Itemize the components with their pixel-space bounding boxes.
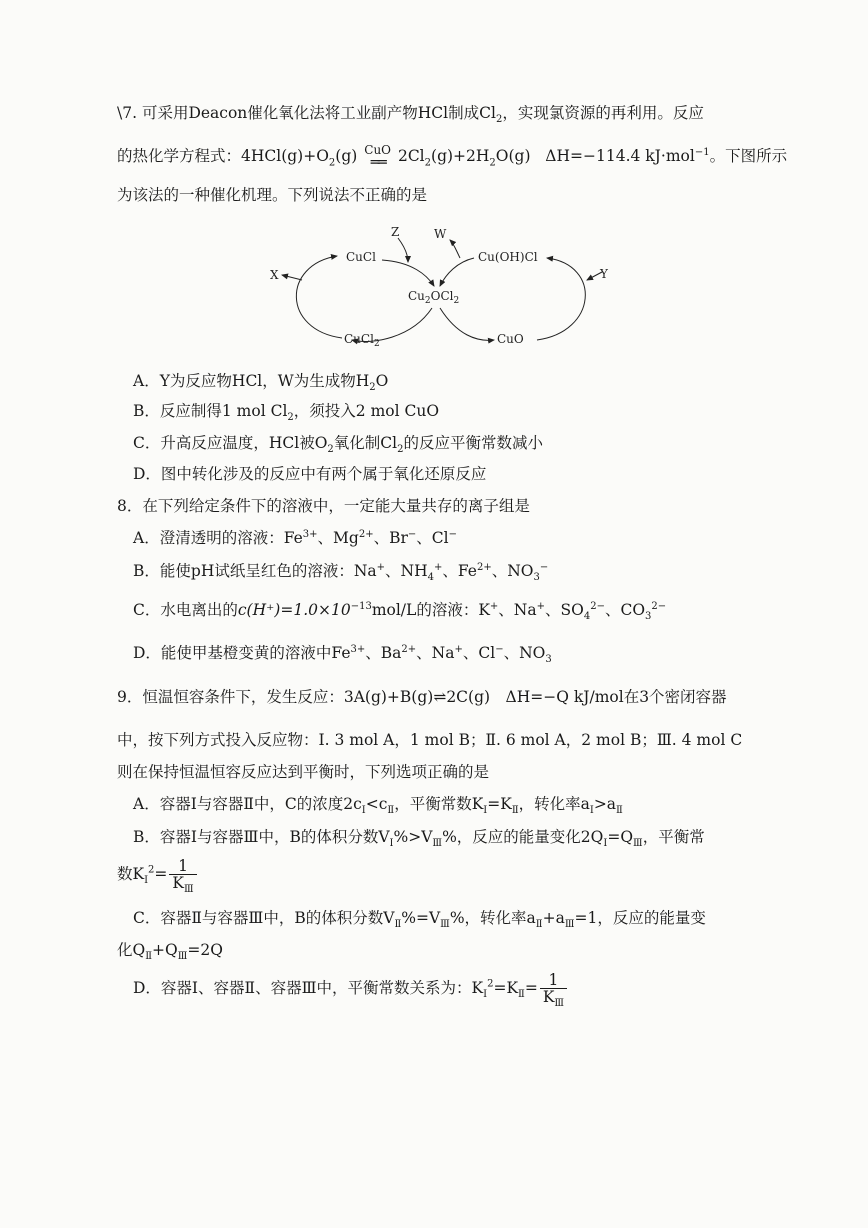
arrow-out-w [450, 240, 460, 258]
label-cuohcl: Cu(OH)Cl [478, 250, 538, 264]
arrow-out-x [282, 275, 302, 280]
label-cu2ocl2: $Cu_2OCl_2$ [408, 289, 460, 306]
arrow-to-cuo [440, 308, 494, 340]
enthalpy-value: ΔH=−114.4 kJ·mol [545, 147, 695, 166]
fraction-one-over-k3: $\frac{1}{K_Ⅲ}$ [169, 858, 196, 892]
q8-option-d: D．能使甲基橙变黄的溶液中$Fe^{3+}$、$Ba^{2+}$、Na+、Cl−、$NO_3$ [133, 643, 552, 666]
q8-stem: 8．在下列给定条件下的溶液中，一定能大量共存的离子组是 [117, 497, 530, 515]
q9-option-b-line2: 数$K_Ⅰ^2=$ $\frac{1}{K_Ⅲ}$ [117, 858, 199, 892]
arrow-in-z [398, 238, 408, 262]
catalyst-arrow: CuO ══ [364, 143, 392, 171]
q7-option-b: B．反应制得1 mol $Cl_2$，须投入2 mol CuO [133, 402, 440, 424]
label-cuo: CuO [497, 332, 524, 346]
q7-option-c: C．升高反应温度，HCl被$O_2$氧化制$Cl_2$的反应平衡常数减小 [133, 434, 543, 456]
arrow-to-cu2ocl2-left [382, 260, 434, 286]
q9-option-b-line1: B．容器Ⅰ与容器Ⅲ中，B的体积分数$V_Ⅰ\%>V_Ⅲ\%$，反应的能量变化$2Q_Ⅰ=Q_Ⅲ$，平衡常 [133, 828, 705, 850]
q7-line3: 为该法的一种催化机理。下列说法不正确的是 [117, 186, 428, 204]
label-y: Y [600, 267, 608, 281]
q8-option-c: C．水电离出的$c(H^+)=1.0\times 10^{-13}mol/L$的溶液：K+、Na+、$SO_4^{2-}$、$CO_3^{2-}$ [133, 600, 667, 623]
q9-option-d: D．容器Ⅰ、容器Ⅱ、容器Ⅲ中，平衡常数关系为：$K_Ⅰ^2=K_Ⅱ=$ $\frac{1}{K_Ⅲ}$ [133, 972, 569, 1006]
label-cucl: CuCl [346, 250, 376, 264]
q9-stem-line3: 则在保持恒温恒容反应达到平衡时，下列选项正确的是 [117, 763, 490, 781]
catalytic-cycle-diagram [262, 220, 622, 360]
arrow-to-cuohcl [537, 258, 585, 340]
fraction-one-over-k3: $\frac{1}{K_Ⅲ}$ [540, 972, 567, 1006]
label-x: X [270, 268, 279, 282]
label-z: Z [391, 225, 400, 239]
q7-line1: \7. 可采用Deacon催化氧化法将工业副产物HCl制成$Cl_2$，实现氯资源的再利用。反应 [117, 104, 704, 126]
arrow-to-cucl [296, 256, 342, 338]
label-w: W [434, 227, 447, 241]
arrow-to-cu2ocl2-right [440, 258, 474, 286]
q7-equation-line: 的热化学方程式：$4HCl(g)+O_2(g)$ CuO ══ $2Cl_2(g)+2H_2O(g)$ ΔH=−114.4 kJ·mol$^{-1}$。下图所示 [117, 143, 788, 171]
q9-stem-line1: 9．恒温恒容条件下，发生反应：3A(g)+B(g)⇌2C(g) ΔH=−Q kJ/mol在3个密闭容器 [117, 688, 727, 706]
q9-stem-line2: 中，按下列方式投入反应物：Ⅰ. 3 mol A，1 mol B；Ⅱ. 6 mol A，2 mol B；Ⅲ. 4 mol C [117, 731, 743, 749]
q9-option-c-line2: 化$Q_Ⅱ+Q_Ⅲ=2Q$ [117, 941, 223, 963]
q7-option-a: A．Y为反应物HCl，W为生成物$H_2O$ [133, 372, 389, 394]
q8-option-b: B．能使pH试纸呈红色的溶液：Na+、$NH_4^+$、$Fe^{2+}$、$NO_3^-$ [133, 561, 549, 584]
q9-option-a: A．容器Ⅰ与容器Ⅱ中，C的浓度$2c_Ⅰ<c_Ⅱ$，平衡常数$K_Ⅰ=K_Ⅱ$，转化率$a_Ⅰ>a_Ⅱ$ [133, 795, 623, 817]
label-cucl2: CuCl$_2$ [344, 332, 380, 349]
q7-option-d: D．图中转化涉及的反应中有两个属于氧化还原反应 [133, 465, 487, 483]
q8-option-a: A．澄清透明的溶液：$Fe^{3+}$、$Mg^{2+}$、Br−、Cl− [133, 528, 457, 547]
q9-option-c-line1: C．容器Ⅱ与容器Ⅲ中，B的体积分数$V_Ⅱ\%=V_Ⅲ\%$，转化率$a_Ⅱ+a_Ⅲ=1$，反应的能量变 [133, 909, 706, 931]
